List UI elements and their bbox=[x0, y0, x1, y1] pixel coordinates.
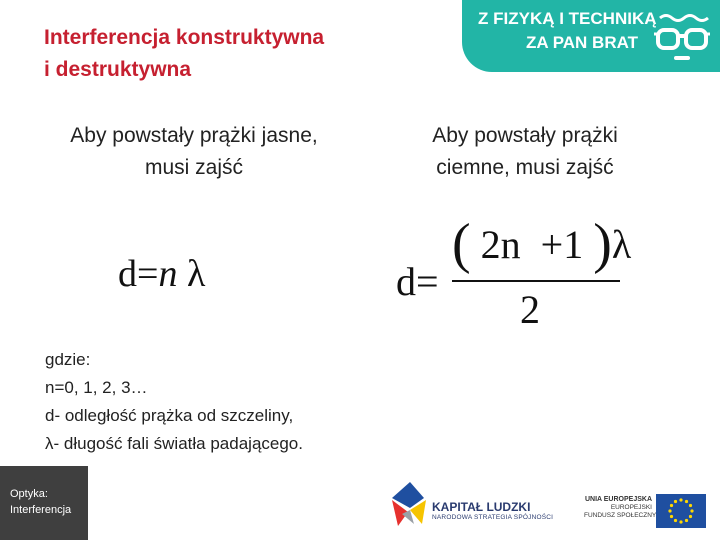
symbol-legend bbox=[45, 346, 303, 458]
destructive-line-1: Aby powstały prążki bbox=[432, 124, 618, 147]
eu-line-1: UNIA EUROPEJSKA bbox=[584, 496, 652, 503]
banner-text bbox=[478, 7, 657, 55]
section-label-line-1: Optyka: bbox=[10, 488, 48, 500]
title-line-1: Interferencja konstruktywna bbox=[44, 26, 325, 49]
constructive-line-1: Aby powstały prążki jasne, bbox=[70, 124, 318, 147]
project-banner bbox=[462, 0, 720, 72]
eu-logo bbox=[584, 494, 708, 530]
formula-lhs bbox=[396, 258, 439, 305]
constructive-condition bbox=[24, 120, 364, 184]
destructive-formula bbox=[396, 208, 636, 338]
formula-lambda: λ bbox=[186, 253, 206, 295]
section-label bbox=[0, 466, 88, 540]
destructive-line-2: ciemne, musi zajść bbox=[436, 156, 614, 179]
formula-plus-one: +1 bbox=[540, 222, 584, 267]
formula-lambda: λ bbox=[611, 222, 632, 267]
formula-numerator bbox=[452, 208, 632, 275]
formula-d: d bbox=[118, 253, 137, 295]
kapital-ludzki-emblem-icon bbox=[388, 478, 430, 528]
formula-equals: = bbox=[416, 259, 439, 304]
eu-text bbox=[584, 496, 657, 520]
formula-close-paren: ) bbox=[593, 213, 612, 275]
eu-flag-icon bbox=[656, 494, 706, 528]
formula-denominator: 2 bbox=[520, 287, 540, 332]
glasses-icon bbox=[652, 8, 712, 64]
formula-d: d bbox=[396, 259, 416, 304]
formula-open-paren: ( bbox=[452, 213, 471, 275]
kapital-ludzki-logo bbox=[388, 478, 554, 528]
legend-line-2: n=0, 1, 2, 3… bbox=[45, 378, 148, 397]
eu-line-2: EUROPEJSKI bbox=[610, 504, 652, 511]
legend-line-1: gdzie: bbox=[45, 350, 91, 369]
title-line-2: i destruktywna bbox=[44, 58, 192, 81]
eu-line-3: FUNDUSZ SPOŁECZNY bbox=[584, 512, 657, 519]
section-label-line-2: Interferencja bbox=[10, 504, 72, 516]
fraction-bar bbox=[452, 280, 620, 282]
formula-n: n bbox=[158, 253, 178, 295]
constructive-line-2: musi zajść bbox=[144, 156, 244, 179]
kapital-ludzki-title: KAPITAŁ LUDZKI bbox=[432, 500, 531, 514]
slide-title bbox=[44, 22, 444, 86]
legend-line-3: d- odległość prążka od szczeliny, bbox=[45, 406, 294, 425]
legend-line-4: λ- długość fali światła padającego. bbox=[45, 434, 303, 453]
constructive-formula bbox=[118, 252, 205, 296]
banner-line-2: ZA PAN BRAT bbox=[525, 33, 638, 52]
formula-equals: = bbox=[137, 253, 159, 295]
formula-2n: 2n bbox=[480, 222, 521, 267]
destructive-condition bbox=[375, 120, 675, 184]
kapital-ludzki-subtitle: NARODOWA STRATEGIA SPÓJNOŚCI bbox=[432, 514, 554, 521]
banner-line-1: Z FIZYKĄ I TECHNIKĄ bbox=[478, 9, 657, 28]
